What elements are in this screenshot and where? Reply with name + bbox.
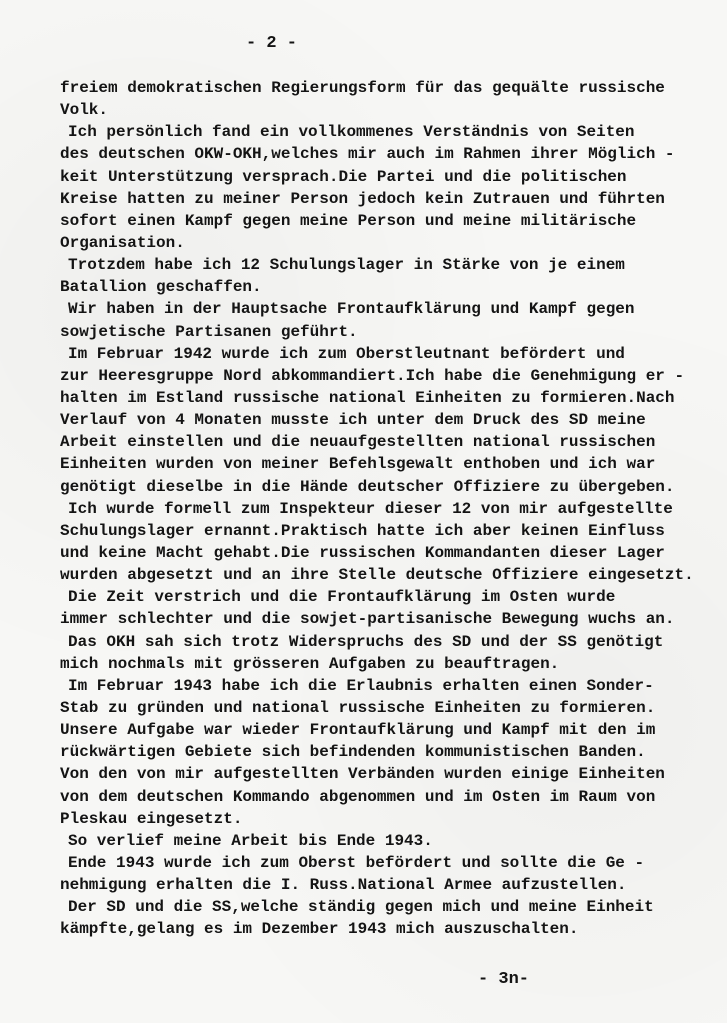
text-line: Stab zu gründen und national russische Einheiten zu formieren.: [60, 698, 656, 717]
text-line: Ich wurde formell zum Inspekteur dieser 12 von mir aufgestellte: [68, 499, 673, 518]
text-line: Pleskau eingesetzt.: [60, 809, 243, 828]
text-line: halten im Estland russische national Einheiten zu formieren.Nach: [60, 388, 675, 407]
text-line: Batallion geschaffen.: [60, 278, 262, 297]
text-line: wurden abgesetzt und an ihre Stelle deutsche Offiziere eingesetzt.: [60, 566, 694, 585]
text-line: sowjetische Partisanen geführt.: [60, 322, 358, 341]
text-line: Schulungslager ernannt.Praktisch hatte ich aber keinen Einfluss: [60, 521, 665, 540]
text-line: Ich persönlich fand ein vollkommenes Verständnis von Seiten: [68, 123, 635, 142]
text-line: Von den von mir aufgestellten Verbänden wurden einige Einheiten: [60, 765, 665, 784]
text-line: freiem demokratischen Regierungsform für das gequälte russische: [60, 79, 665, 97]
text-line: Verlauf von 4 Monaten musste ich unter dem Druck des SD meine: [60, 411, 646, 430]
text-line: Unsere Aufgabe war wieder Frontaufklärung und Kampf mit den im: [60, 721, 656, 740]
text-line: Die Zeit verstrich und die Frontaufklärung im Osten wurde: [68, 588, 616, 607]
document-body: [60, 77, 720, 940]
text-line: Das OKH sah sich trotz Widerspruchs des SD und der SS genötigt: [68, 632, 664, 651]
text-line: kämpfte,gelang es im Dezember 1943 mich auszuschalten.: [60, 920, 579, 939]
text-line: rückwärtigen Gebiete sich befindenden kommunistischen Banden.: [60, 743, 646, 762]
text-line: Im Februar 1943 habe ich die Erlaubnis erhalten einen Sonder-: [68, 676, 654, 695]
text-line: Volk.: [60, 101, 109, 120]
text-line: immer schlechter und die sowjet-partisanische Bewegung wuchs an.: [60, 610, 675, 629]
text-line: sofort einen Kampf gegen meine Person und meine militärische: [60, 211, 637, 230]
text-line: Arbeit einstellen und die neuaufgestellten national russischen: [60, 433, 656, 452]
text-line: nehmigung erhalten die I. Russ.National Armee aufzustellen.: [60, 876, 627, 895]
text-line: Ende 1943 wurde ich zum Oberst befördert und sollte die Ge -: [68, 853, 645, 872]
text-line: zur Heeresgruppe Nord abkommandiert.Ich habe die Genehmigung er -: [60, 366, 685, 385]
page-number-bottom: - 3n-: [478, 970, 530, 989]
text-line: Im Februar 1942 wurde ich zum Oberstleutnant befördert und: [68, 344, 625, 363]
page-number-top: - 2 -: [246, 34, 298, 53]
text-line: Organisation.: [60, 233, 185, 252]
text-line: genötigt dieselbe in die Hände deutscher Offiziere zu übergeben.: [60, 477, 675, 496]
text-line: Einheiten wurden von meiner Befehlsgewalt enthoben und ich war: [60, 455, 656, 474]
text-line: Wir haben in der Hauptsache Frontaufklärung und Kampf gegen: [68, 300, 635, 319]
text-line: und keine Macht gehabt.Die russischen Kommandanten dieser Lager: [60, 543, 665, 562]
text-line: So verlief meine Arbeit bis Ende 1943.: [68, 831, 433, 850]
text-line: mich nochmals mit grösseren Aufgaben zu beauftragen.: [60, 654, 560, 673]
text-line: Trotzdem habe ich 12 Schulungslager in Stärke von je einem: [68, 256, 625, 275]
text-line: des deutschen OKW-OKH,welches mir auch im Rahmen ihrer Möglich -: [60, 145, 675, 164]
text-line: Kreise hatten zu meiner Person jedoch kein Zutrauen und führten: [60, 189, 665, 208]
text-line: von dem deutschen Kommando abgenommen und im Osten im Raum von: [60, 787, 656, 806]
text-line: keit Unterstützung versprach.Die Partei und die politischen: [60, 167, 627, 186]
text-line: Der SD und die SS,welche ständig gegen mich und meine Einheit: [68, 898, 654, 917]
